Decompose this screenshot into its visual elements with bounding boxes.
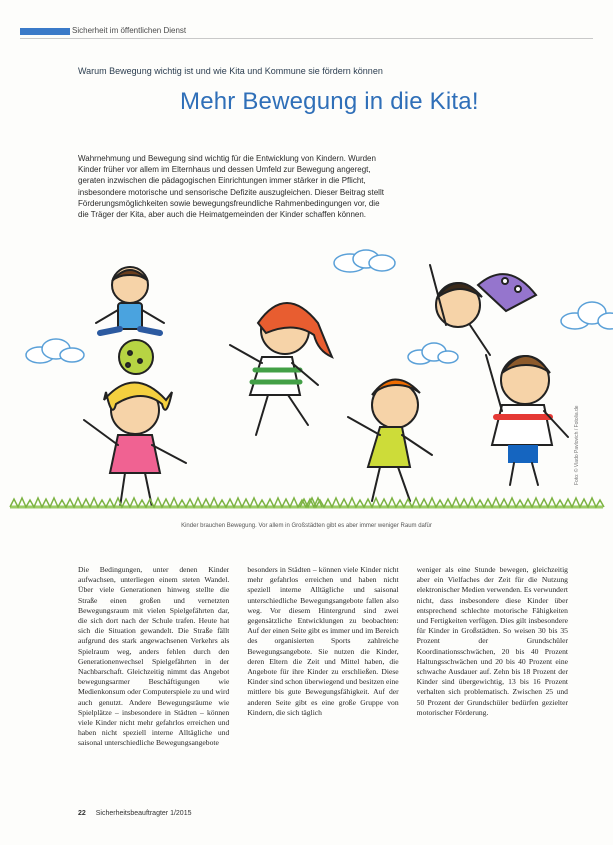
- cloud-icon: [334, 250, 395, 272]
- photo-credit: Foto: © Vlado Pavlovich / Fotolia.de: [574, 405, 580, 485]
- article-column: [417, 565, 568, 835]
- article-kicker: Warum Bewegung wichtig ist und wie Kita und Kommune sie fördern können: [78, 66, 383, 76]
- child-figure: [486, 355, 568, 485]
- article-column: [78, 565, 229, 835]
- article-intro: Wahrnehmung und Bewegung sind wichtig für die Entwicklung von Kindern. Wurden Kinder früher vor allem im Elternhaus und dessen Umfeld zur Bewegung angeregt, geraten inzwischen die pädagogischen Einrichtungen immer stärker in die Pflicht, insbesondere motorische und sensorische Defizite auszugleichen. Dieser Beitrag stellt Förderungsmöglichkeiten sowie bewegungsfreundliche Rahmenbedingungen vor, die die Träger der Kita, aber auch die Heimatgemeinden der Kinder schaffen können.: [78, 154, 384, 220]
- child-figure: [84, 383, 186, 508]
- cloud-icon: [26, 339, 84, 363]
- column-text: besonders in Städten – können viele Kinder nicht mehr gefahrlos erreichen und haben nicht speziell interne Alltägliche und saisonal unterschiedliche Bewegungsangebote fallen also weg. Vor diesem Hintergrund sind zwei gegensätzliche Entwicklungen zu beobachten: Auf der einen Seite gibt es immer und im Bereich des organisierten Sports zahlreiche Bewegungsangebote. Sie nutzen die Kinder, deren Eltern die Zeit und Mittel haben, die Angebote für ihre Kinder zu erschließen. Diese Kinder sind schon überwiegend und besitzen eine mittlere bis gute Bewegungsfähigkeit. Auf der anderen Seite gibt es eine große Gruppe von Kindern, die sich täglich: [247, 565, 399, 717]
- child-figure: [230, 303, 332, 435]
- image-caption: Kinder brauchen Bewegung. Vor allem in Großstädten gibt es aber immer weniger Raum dafür: [181, 523, 432, 529]
- grass-strip: [10, 498, 604, 507]
- column-text: weniger als eine Stunde bewegen, gleichzeitig aber ein Vielfaches der Zeit für die Nutzung elektronischer Medien verwenden. Es verwundert nicht, dass insbesondere diese Kinder über entsprechend schlechte motorische Fähigkeiten und Fertigkeiten verfügen. Dies gilt insbesondere für Kinder in Großstädten. So weisen 30 bis 35 Prozent der Grundschüler Koordinationsschwächen, 20 bis 40 Prozent Haltungsschwächen und 20 bis 40 Prozent eine schwache Ausdauer auf. Zehn bis 18 Prozent der Kinder sind übergewichtig, 13 bis 16 Prozent verhalten sich problematisch. Zwischen 25 und 50 Prozent der Grundschüler bedürfen gezielter motorischer Förderung.: [416, 565, 568, 717]
- page-number: 22: [78, 810, 86, 817]
- section-label: Sicherheit im öffentlichen Dienst: [72, 26, 187, 35]
- cloud-icon: [561, 302, 613, 329]
- page-footer: [78, 810, 191, 817]
- article-body: [78, 565, 568, 835]
- child-figure: [96, 267, 164, 374]
- children-illustration: [0, 245, 613, 530]
- header-divider: [20, 38, 593, 39]
- child-figure: [430, 265, 536, 355]
- article-column: [247, 565, 398, 835]
- column-text: Die Bedingungen, unter denen Kinder aufwachsen, unterliegen einem steten Wandel. Über viele Generationen hinweg stellte die Straße einen großen und vernetzten Bewegungsraum mit vielen Spielgefährten dar, die sich dort nach der Schule trafen. Heute hat sich die Situation gewandelt. Die Straße fällt aufgrund des stark angewachsenen Verkehrs als Spielraum weg, anders fehlen durch den Generationenwechsel Spielgefährten in der Nachbarschaft. Gleichzeitig nimmt das Angebot bewegungsarmer Beschäftigungen wie Medienkonsum oder Computerspiele zu und wird auch genutzt. Andere Bewegungsräume wie Spielplätze – insbesondere in Städten – können viele Kinder nicht mehr gefahrlos erreichen und haben nicht speziell interne Alltägliche und saisonal unterschiedliche Bewegungsangebote: [78, 565, 230, 748]
- child-figure: [348, 379, 432, 501]
- cloud-icon: [408, 343, 458, 364]
- publication-name: Sicherheitsbeauftragter 1/2015: [95, 810, 192, 817]
- section-accent-bar: [20, 28, 70, 35]
- article-title: Mehr Bewegung in die Kita!: [180, 88, 479, 115]
